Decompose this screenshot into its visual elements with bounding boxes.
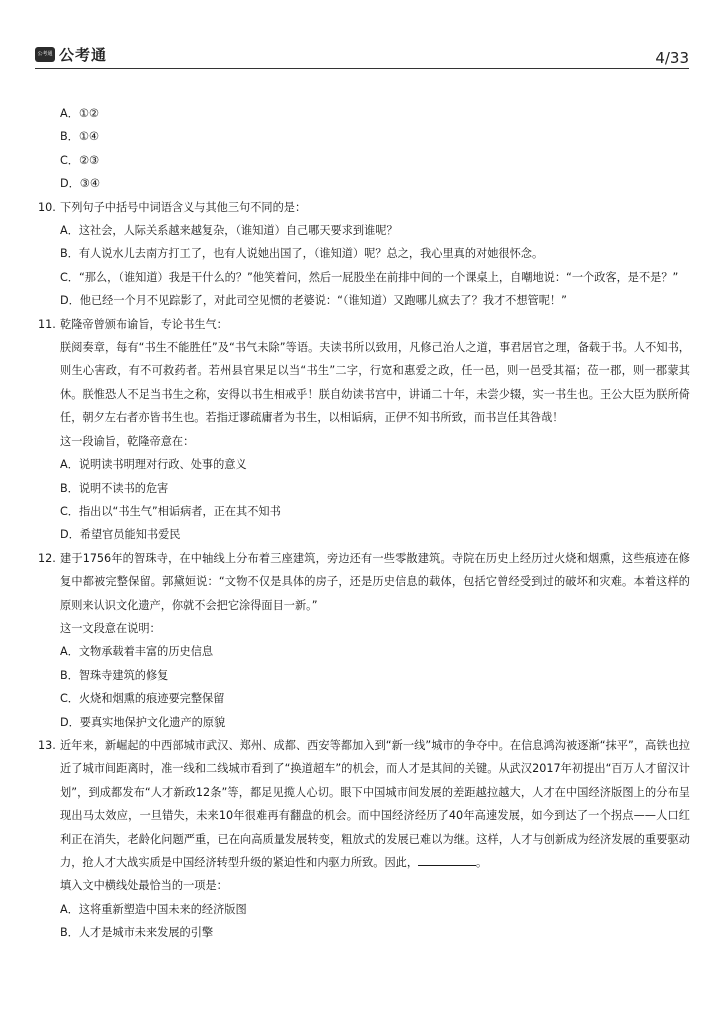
q10-option-d: D．他已经一个月不见踪影了，对此司空见惯的老婆说：“（谁知道）又跑哪儿疯去了？我才不想管呢！” — [60, 294, 567, 308]
q13-question: 填入文中横线处最恰当的一项是： — [60, 879, 228, 893]
question-number: 12. — [38, 551, 56, 565]
question-13 — [35, 734, 690, 874]
q12-option-c: C．火烧和烟熏的痕迹要完整保留 — [60, 692, 225, 706]
q9-option-b: B．①④ — [60, 130, 99, 144]
logo-badge-icon: 公考通 — [35, 47, 55, 62]
logo-text: 公考通 — [59, 46, 108, 64]
page-header — [0, 0, 724, 70]
question-stem: 乾隆帝曾颁布谕旨，专论书生气： — [60, 317, 228, 331]
question-stem: 下列句子中括号中词语含义与其他三句不同的是： — [60, 200, 307, 214]
q11-option-d: D．希望官员能知书爱民 — [60, 528, 181, 542]
question-number: 11. — [38, 317, 56, 331]
q12-option-d: D．要真实地保护文化遗产的原貌 — [60, 715, 226, 729]
q12-option-a: A．文物承载着丰富的历史信息 — [60, 645, 214, 659]
document-body — [35, 102, 690, 945]
q9-option-c: C．②③ — [60, 153, 100, 167]
q9-option-a: A．①② — [60, 107, 99, 120]
question-11 — [35, 313, 690, 336]
q10-option-c: C．“那么，（谁知道）我是干什么的？”他笑着问，然后一屁股坐在前排中间的一个课桌上，自嘲地说：“一个政客，是不是？” — [60, 270, 679, 284]
logo — [35, 44, 107, 65]
question-stem: 近年来，新崛起的中西部城市武汉、郑州、成都、西安等都加入到“新一线”城市的争夺中。在信息鸿沟被逐渐“抹平”，高铁也拉近了城市间距离时，准一线和二线城市看到了“换道超车”的机会，而人才是其间的关键。从武汉2017年初提出“百万人才留汉计划”，到成都发布“人才新政12条”等，都足见揽人心切。眼下中国城市间发展的差距越拉越大，人才在中国经济版图上的分布呈现出马太效应，一旦错失，未来10年很难再有翻盘的机会。而中国经济经历了40年高速发展，如今到达了一个拐点——人口红利正在消失，老龄化问题严重，已在向高质量发展转变，粗放式的发展已难以为继。这样，人才与创新成为经济发展的重要驱动力，抢人才大战实质是中国经济转型升级的紧迫性和内驱力所致。因此， — [60, 738, 690, 869]
q11-option-a: A．说明读书明理对行政、处事的意义 — [60, 458, 247, 472]
q12-option-b: B．智珠寺建筑的修复 — [60, 668, 169, 682]
header-divider — [35, 68, 689, 69]
question-10 — [35, 196, 690, 219]
q9-option-d: D．③④ — [60, 177, 100, 191]
q10-option-a: A．这社会，人际关系越来越复杂，（谁知道）自己哪天要求到谁呢？ — [60, 224, 398, 238]
q13-option-b: B．人才是城市未来发展的引擎 — [60, 926, 214, 940]
question-number: 13. — [38, 738, 56, 752]
q13-option-a: A．这将重新塑造中国未来的经济版图 — [60, 902, 247, 916]
q11-option-c: C．指出以“书生气”相诟病者，正在其不知书 — [60, 504, 281, 518]
question-stem: 建于1756年的智珠寺，在中轴线上分布着三座建筑，旁边还有一些零散建筑。寺院在历史上经历过火烧和烟熏，这些痕迹在修复中都被完整保留。郭黛姮说：“文物不仅是具体的房子，还是历史信息的载体，包括它曾经受到过的破坏和灾难。本着这样的原则来认识文化遗产，你就不会把它涂得面目一新。” — [60, 551, 690, 612]
q10-option-b: B．有人说水儿去南方打工了，也有人说她出国了，（谁知道）呢？总之，我心里真的对她很怀念。 — [60, 247, 544, 261]
question-stem-end: 。 — [476, 856, 488, 869]
page-number: 4/33 — [655, 49, 689, 67]
fill-in-blank — [418, 853, 476, 866]
q11-passage: 朕阅奏章，每有“书生不能胜任”及“书气未除”等语。夫读书所以致用，凡修己治人之道，事君居官之理，备载于书。人不知书，则生心害政，有不可救药者。若州县官果足以当“书生”二字，行宽和惠爱之政，任一邑，则一邑受其福；莅一郡，则一郡蒙其休。朕惟恐人不足当书生之称，安得以书生相戒乎！朕自幼读书宫中，讲诵二十年，未尝少辍，实一书生也。王公大臣为朕所倚任，朝夕左右者亦皆书生也。若指迂谬疏庸者为书生，以相诟病，正伊不知书所致，而书岂任其咎哉！ — [60, 341, 690, 425]
q11-question: 这一段谕旨，乾隆帝意在： — [60, 434, 195, 448]
q11-option-b: B．说明不读书的危害 — [60, 481, 169, 495]
question-12 — [35, 547, 690, 617]
q12-question: 这一文段意在说明： — [60, 621, 161, 635]
question-number: 10. — [38, 200, 56, 214]
